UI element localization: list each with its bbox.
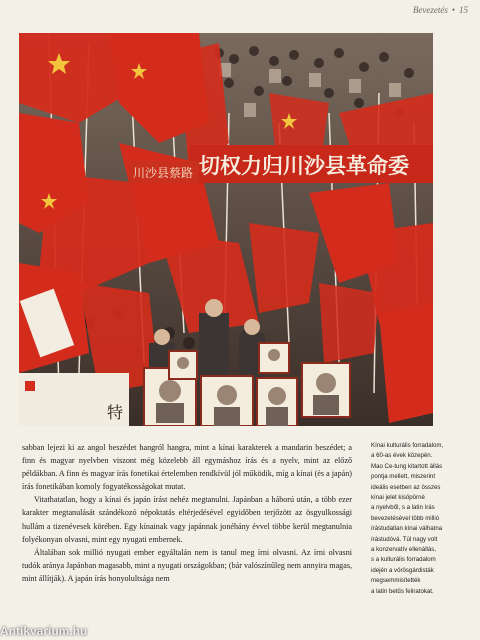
caption-line: írástudóvá. Túl nagy volt xyxy=(371,535,438,543)
unit-sign-text: 川沙县蔡路 xyxy=(133,166,194,180)
paragraph-1: sabban lejezi ki az angol beszédet hangról hangra, mint a kínai karakterek a mandarin beszédet; a finn és magyar nyelvben viszont még közelebb áll egymáshoz írás és a nyelv, mint az előző példákban. A finn és magyar írás fonetikai értelemben rendkívül jól működik, míg a kínai (és a japán) írás fonetikában komoly fogyatékosságokat mutat. xyxy=(22,443,352,492)
cultural-revolution-photo xyxy=(19,33,433,426)
caption-line: ideális esetben az összes xyxy=(371,483,441,491)
banner-text: 切权力归川沙县革命委 xyxy=(199,154,409,178)
placard-red-mark xyxy=(25,381,35,391)
caption-line: s a kulturális forradalom xyxy=(371,556,436,564)
paragraph-2: Vitathatatlan, hogy a kínai és japán írást nehéz megtanulni. Japánban a háború után, a több ezer karakter megtanulását szándékozó népoktatás eltérjedésével egyidőben terjőzött az ösgyulkossági hullám a tizenévesek körében. Egy kínainak vagy japánnak jonéhány évvel többe kerül megtanulnia folyékonyan olvasni, mint egy nyugati embernek. xyxy=(22,495,352,544)
caption-line: pontja mellett, miszerint xyxy=(371,473,436,481)
caption-line: a latin betűs feliratokat. xyxy=(371,587,434,595)
running-header xyxy=(413,5,468,15)
caption-line: a 60-as évek közepén. xyxy=(371,452,433,460)
caption-line: a nyelvből, s a latin írás xyxy=(371,504,435,512)
caption-line: bevezetésével több millió xyxy=(371,514,440,522)
caption-line: Kínai kulturális forradalom, xyxy=(371,442,444,449)
watermark: Antikvarium.hu xyxy=(0,624,88,638)
paragraph-3: Általában sok millió nyugati ember egyáltalán nem is tanul meg írni olvasni. Az írni olvasni tudók aránya Japánban magasabb, mint a nyugati országokban; (bár valószínűleg nem annyira magas, mint állítják). A japán írás bonyolultsága nem xyxy=(22,547,352,583)
caption-line: a konzervatív ellenállás, xyxy=(371,546,437,554)
header-separator: • xyxy=(451,5,455,15)
page-number: 15 xyxy=(459,5,468,15)
body-text xyxy=(22,441,352,585)
caption-line: Mao Ce-tung kitartott állás xyxy=(371,462,443,470)
placard-text: 特 xyxy=(107,403,124,422)
section-title: Bevezetés xyxy=(412,5,448,15)
caption-line: kínai jelet kisöpörné xyxy=(371,494,425,502)
caption-line: megsemmisítették xyxy=(371,577,421,585)
photo-illustration xyxy=(19,33,433,426)
photo-caption xyxy=(371,441,471,597)
caption-line: idején a vörösgárdisták xyxy=(371,566,434,574)
caption-line: írástudatlan kínai válhatna xyxy=(371,525,443,533)
